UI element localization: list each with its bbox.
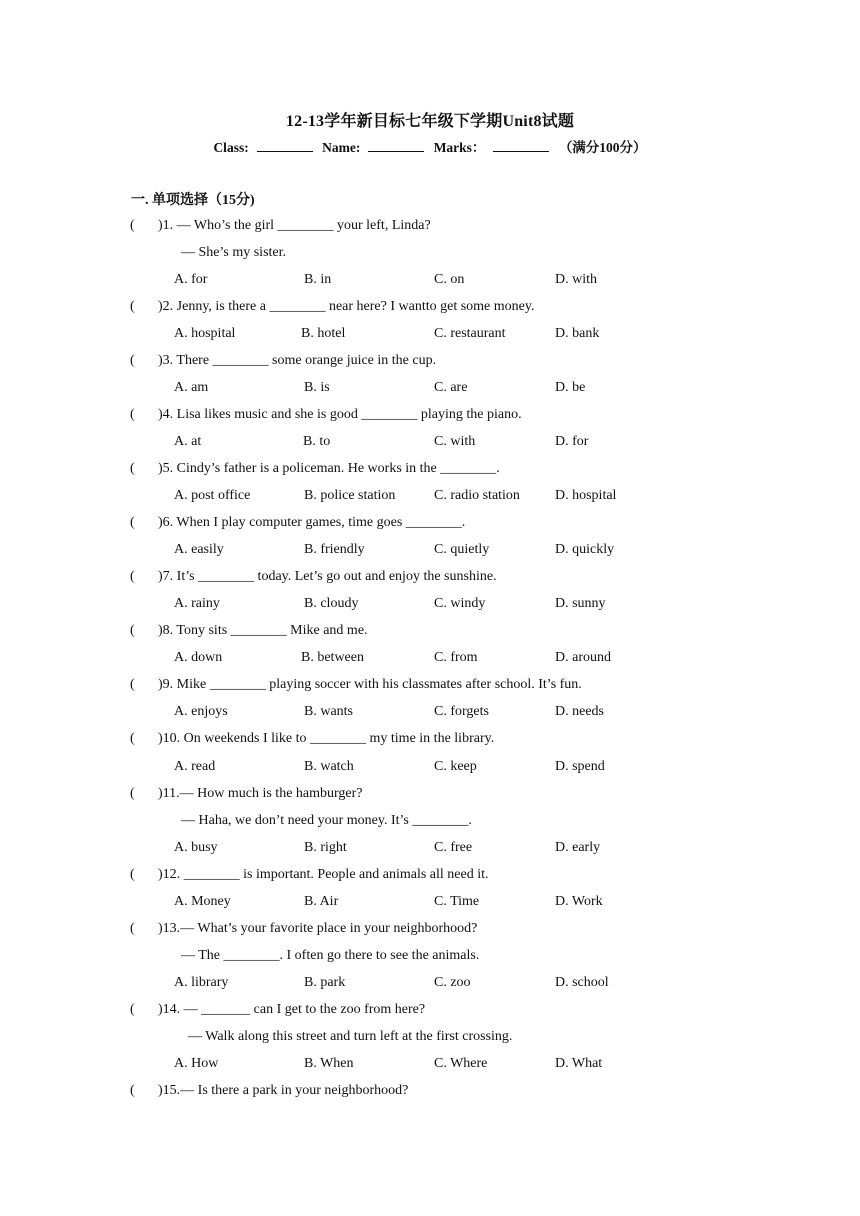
question-14: ( )14. — _______ can I get to the zoo from here? [130, 1002, 426, 1017]
question-10-option-d: D. spend [555, 759, 605, 774]
question-3: ( )3. There ________ some orange juice in the cup. [130, 353, 437, 368]
question-5-option-d: D. hospital [555, 488, 617, 503]
class-label: Class: [213, 140, 249, 155]
question-4: ( )4. Lisa likes music and she is good ________ playing the piano. [130, 407, 522, 422]
question-14-option-c: C. Where [434, 1056, 488, 1071]
question-1-option-c: C. on [434, 272, 465, 287]
question-2-option-a: A. hospital [174, 326, 236, 341]
question-1-option-d: D. with [555, 272, 597, 287]
question-8-option-c: C. from [434, 650, 478, 665]
total-score: （满分100分） [558, 140, 647, 155]
question-14-option-a: A. How [174, 1056, 219, 1071]
question-8: ( )8. Tony sits ________ Mike and me. [130, 623, 368, 638]
question-13: ( )13.— What’s your favorite place in your neighborhood? [130, 921, 478, 936]
question-9: ( )9. Mike ________ playing soccer with his classmates after school. It’s fun. [130, 677, 582, 692]
question-7-option-d: D. sunny [555, 596, 606, 611]
question-1-followup: — She’s my sister. [181, 245, 287, 260]
question-8-option-d: D. around [555, 650, 611, 665]
question-10-option-b: B. watch [304, 759, 354, 774]
question-7-option-b: B. cloudy [304, 596, 359, 611]
question-11-option-c: C. free [434, 840, 473, 855]
question-14-followup: — Walk along this street and turn left at the first crossing. [188, 1029, 513, 1044]
question-8-option-a: A. down [174, 650, 223, 665]
question-7: ( )7. It’s ________ today. Let’s go out and enjoy the sunshine. [130, 569, 497, 584]
question-10-option-a: A. read [174, 759, 216, 774]
question-12: ( )12. ________ is important. People and animals all need it. [130, 867, 489, 882]
question-10: ( )10. On weekends I like to ________ my time in the library. [130, 731, 495, 746]
question-9-option-c: C. forgets [434, 704, 489, 719]
question-13-option-c: C. zoo [434, 975, 471, 990]
question-12-option-b: B. Air [304, 894, 339, 909]
question-12-option-a: A. Money [174, 894, 231, 909]
question-14-option-d: D. What [555, 1056, 603, 1071]
question-2: ( )2. Jenny, is there a ________ near here? I wantto get some money. [130, 299, 535, 314]
question-6: ( )6. When I play computer games, time goes ________. [130, 515, 466, 530]
question-5-option-a: A. post office [174, 488, 251, 503]
question-1-option-a: A. for [174, 272, 208, 287]
student-info-line [0, 136, 860, 156]
class-blank [257, 140, 313, 152]
question-14-option-b: B. When [304, 1056, 354, 1071]
question-11-option-b: B. right [304, 840, 347, 855]
question-13-option-b: B. park [304, 975, 346, 990]
question-11-followup: — Haha, we don’t need your money. It’s ________. [181, 813, 472, 828]
question-7-option-c: C. windy [434, 596, 486, 611]
question-5-option-c: C. radio station [434, 488, 520, 503]
question-3-option-a: A. am [174, 380, 209, 395]
question-12-option-c: C. Time [434, 894, 480, 909]
question-8-option-b: B. between [301, 650, 364, 665]
page-title: 12-13学年新目标七年级下学期Unit8试题 [285, 113, 575, 130]
question-12-option-d: D. Work [555, 894, 603, 909]
question-3-option-d: D. be [555, 380, 586, 395]
question-2-option-c: C. restaurant [434, 326, 506, 341]
question-9-option-a: A. enjoys [174, 704, 228, 719]
question-6-option-d: D. quickly [555, 542, 615, 557]
question-9-option-b: B. wants [304, 704, 353, 719]
name-blank [368, 140, 424, 152]
question-11-option-a: A. busy [174, 840, 218, 855]
question-1-option-b: B. in [304, 272, 332, 287]
question-10-option-c: C. keep [434, 759, 477, 774]
question-2-option-d: D. bank [555, 326, 600, 341]
question-4-option-d: D. for [555, 434, 589, 449]
question-5-option-b: B. police station [304, 488, 396, 503]
question-6-option-a: A. easily [174, 542, 224, 557]
question-13-option-d: D. school [555, 975, 609, 990]
question-6-option-c: C. quietly [434, 542, 490, 557]
question-3-option-b: B. is [304, 380, 330, 395]
name-label: Name: [322, 140, 361, 155]
question-11: ( )11.— How much is the hamburger? [130, 786, 363, 801]
question-4-option-c: C. with [434, 434, 476, 449]
question-5: ( )5. Cindy’s father is a policeman. He works in the ________. [130, 461, 500, 476]
marks-label: Marks： [433, 140, 486, 155]
question-1: ( )1. — Who’s the girl ________ your left, Linda? [130, 218, 431, 233]
section-title: 一. 单项选择（15分) [131, 193, 255, 208]
marks-blank [493, 140, 549, 152]
question-15: ( )15.— Is there a park in your neighborhood? [130, 1083, 409, 1098]
question-7-option-a: A. rainy [174, 596, 220, 611]
question-6-option-b: B. friendly [304, 542, 365, 557]
question-13-option-a: A. library [174, 975, 229, 990]
question-3-option-c: C. are [434, 380, 468, 395]
question-11-option-d: D. early [555, 840, 601, 855]
question-9-option-d: D. needs [555, 704, 604, 719]
question-2-option-b: B. hotel [301, 326, 346, 341]
question-13-followup: — The ________. I often go there to see the animals. [181, 948, 480, 963]
question-4-option-a: A. at [174, 434, 202, 449]
question-4-option-b: B. to [303, 434, 331, 449]
